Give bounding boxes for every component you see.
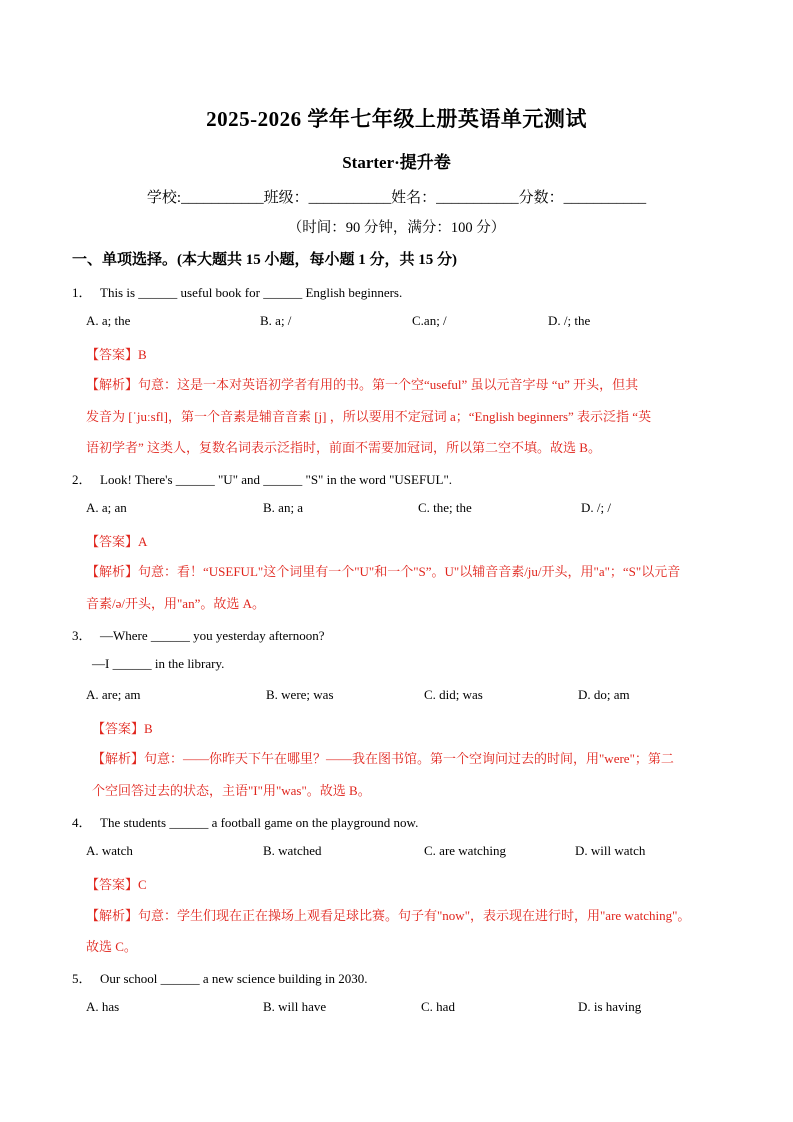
option-d: D. is having bbox=[578, 999, 642, 1014]
option-c: C. are watching bbox=[424, 843, 506, 858]
option-a: A. a; an bbox=[86, 500, 127, 515]
option-d: D. /; the bbox=[548, 313, 591, 328]
question-number: 1． bbox=[72, 285, 92, 300]
option-b: B. an; a bbox=[263, 500, 304, 515]
question-text: —Where ______ you yesterday afternoon? bbox=[100, 628, 325, 643]
page-title: 2025-2026 学年七年级上册英语单元测试 bbox=[206, 107, 587, 131]
option-b: B. a; / bbox=[260, 313, 292, 328]
question-3 bbox=[72, 625, 325, 644]
analysis-line: 音素/ə/开头，用"an”。故选 A。 bbox=[86, 596, 265, 611]
question-number: 2． bbox=[72, 472, 92, 487]
question-text: Look! There's ______ "U" and ______ "S" in the word "USEFUL". bbox=[100, 472, 453, 487]
option-d: D. do; am bbox=[578, 687, 630, 702]
option-a: A. are; am bbox=[86, 687, 141, 702]
answer: 【答案】B bbox=[86, 347, 147, 362]
question-number: 3． bbox=[72, 628, 92, 643]
question-text: This is ______ useful book for ______ English beginners. bbox=[100, 285, 403, 300]
option-c: C. had bbox=[421, 999, 455, 1014]
analysis-line: 【解析】句意：——你昨天下午在哪里？——我在图书馆。第一个空询问过去的时间，用"were"；第二 bbox=[92, 751, 674, 766]
student-info-line: 学校:___________班级：___________姓名：___________分数：___________ bbox=[146, 190, 647, 206]
answer: 【答案】A bbox=[86, 534, 148, 549]
analysis-line: 语初学者” 这类人，复数名词表示泛指时，前面不需要加冠词，所以第二空不填。故选 B。 bbox=[86, 440, 601, 455]
option-c: C. the; the bbox=[418, 500, 472, 515]
option-a: A. a; the bbox=[86, 313, 131, 328]
answer: 【答案】B bbox=[92, 721, 153, 736]
analysis-line: 【解析】句意：学生们现在正在操场上观看足球比赛。句子有"now"，表示现在进行时，用"are watching"。 bbox=[86, 908, 691, 923]
option-b: B. will have bbox=[263, 999, 327, 1014]
question-2 bbox=[72, 469, 452, 488]
answer: 【答案】C bbox=[86, 877, 147, 892]
analysis-line: 个空回答过去的状态，主语"I"用"was"。故选 B。 bbox=[92, 783, 371, 798]
question-number: 4． bbox=[72, 815, 92, 830]
question-text: Our school ______ a new science building in 2030. bbox=[100, 971, 368, 986]
question-text-line2: —I ______ in the library. bbox=[92, 656, 225, 671]
question-text: The students ______ a football game on the playground now. bbox=[100, 815, 419, 830]
question-5 bbox=[72, 968, 368, 987]
option-d: D. will watch bbox=[575, 843, 646, 858]
question-4 bbox=[72, 812, 418, 831]
section-heading: 一、单项选择。(本大题共 15 小题，每小题 1 分，共 15 分) bbox=[72, 252, 457, 268]
option-b: B. were; was bbox=[266, 687, 334, 702]
page-subtitle: Starter·提升卷 bbox=[342, 153, 451, 172]
option-a: A. watch bbox=[86, 843, 133, 858]
option-c: C.an; / bbox=[412, 313, 447, 328]
option-d: D. /; / bbox=[581, 500, 611, 515]
option-b: B. watched bbox=[263, 843, 322, 858]
time-score-line: （时间：90 分钟，满分：100 分） bbox=[287, 220, 506, 236]
option-c: C. did; was bbox=[424, 687, 483, 702]
analysis-line: 故选 C。 bbox=[86, 939, 137, 954]
option-a: A. has bbox=[86, 999, 120, 1014]
analysis-line: 【解析】句意：看！“USEFUL"这个词里有一个"U"和一个"S”。U"以辅音音素/ju/开头，用"a"；“S"以元音 bbox=[86, 564, 681, 579]
analysis-line: 【解析】句意：这是一本对英语初学者有用的书。第一个空“useful” 虽以元音字母 “u” 开头，但其 bbox=[86, 377, 639, 392]
question-1 bbox=[72, 282, 402, 301]
analysis-line: 发音为 [ˈjuːsfl]，第一个音素是辅音音素 [j] ，所以要用不定冠词 a；“English beginners” 表示泛指 “英 bbox=[86, 409, 652, 424]
question-number: 5． bbox=[72, 971, 92, 986]
